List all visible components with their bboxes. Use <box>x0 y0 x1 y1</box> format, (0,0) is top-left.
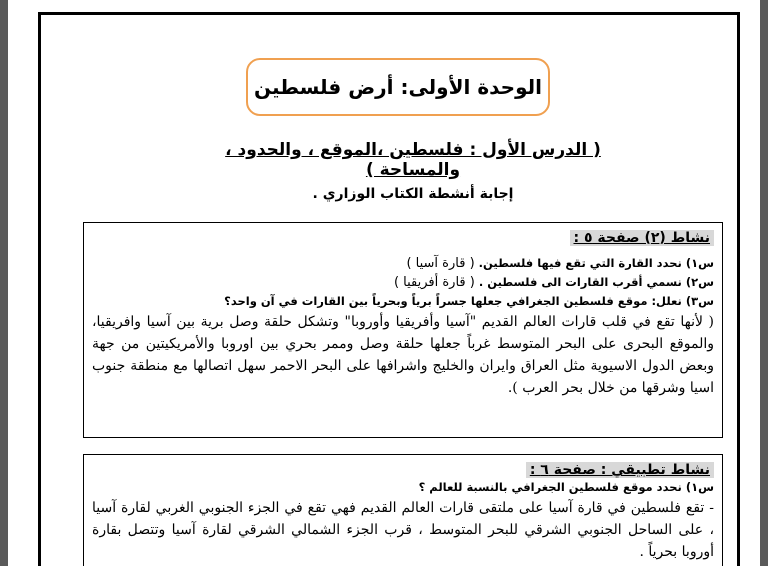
activity-1-question-2 <box>92 273 714 292</box>
document-page <box>8 0 760 566</box>
activity-1-answer: ( لأنها تقع في قلب قارات العالم القديم "آسيا وأفريقيا وأوروبا" وتشكل حلقة وصل برية بين آسيا وافريقيا، والموقع البحرى على البحر المتوسط غرباً جعلها حلقة وصل وممر بحري بين اوروبا والأمريكيتين من جهة وبعض الدول الاسيوية مثل العراق وايران والخليج واشرافها على البحر الاحمر سهل اتصالها مع منطقة جنوب اسيا وشرقها من خلال بحر العرب ). <box>92 314 714 396</box>
activity-1-question-1 <box>92 254 714 273</box>
question-text: س٢) نسمي أقرب القارات الى فلسطين . <box>478 275 714 289</box>
unit-title: الوحدة الأولى: أرض فلسطين <box>246 58 550 116</box>
answers-heading: إجابة أنشطة الكتاب الوزاري . <box>312 186 514 202</box>
activity-2-heading: نشاط تطبيقي : صفحة ٦ : <box>526 462 714 478</box>
activity-box-1 <box>83 222 723 438</box>
lesson-title: ( الدرس الأول : فلسطين ،الموقع ، والحدود ، والمساحة ) <box>225 140 601 180</box>
activity-1-heading: نشاط (٢) صفحة ٥ : <box>570 230 715 246</box>
activity-box-2 <box>83 454 723 566</box>
question-answer: ( قارة أفريقيا ) <box>393 275 475 290</box>
activity-1-question-3: س٣) نعلل: موقع فلسطين الجغرافي جعلها جسراً برياً وبحرياً بين القارات في آن واحد؟ <box>224 294 714 308</box>
activity-2-question-1: س١) نحدد موقع فلسطين الجغرافي بالنسبة للعالم ؟ <box>418 480 714 494</box>
question-answer: ( قارة آسيا ) <box>406 256 475 271</box>
question-text: س١) نحدد القارة التي تقع فيها فلسطين. <box>478 256 714 270</box>
activity-2-answer: - تقع فلسطين في قارة آسيا على ملتقى قارات العالم القديم فهي تقع في الجزء الجنوبي الغربي لقارة آسيا ، على الساحل الجنوبي الشرقي للبحر المتوسط ، قرب الجزء الشمالي الشرقي لقارة آسيا وتتصل بقارة أوروبا بحرياً . <box>92 500 714 560</box>
